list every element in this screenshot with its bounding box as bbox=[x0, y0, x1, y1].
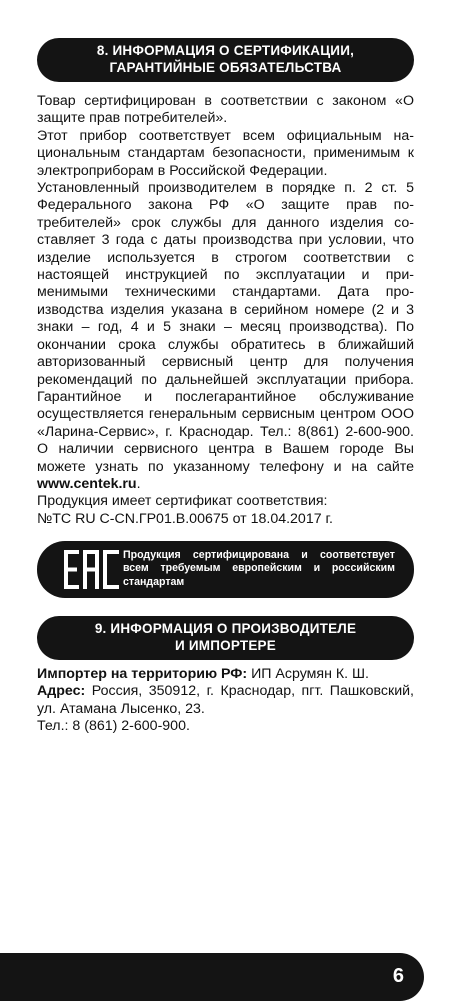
section-9-title-line2: И ИМПОРТЕРЕ bbox=[175, 638, 276, 653]
eac-statement: Продукция сертифицирована и соответствует всем требуемым европейским и российским стандартам bbox=[123, 549, 395, 588]
section-9-title-line1: 9. ИНФОРМАЦИЯ О ПРОИЗВОДИТЕЛЕ bbox=[94, 621, 357, 636]
page-number: 6 bbox=[392, 965, 404, 987]
warranty-text: Установленный производителем в порядке п. 2 ст. 5 Федерального закона РФ «О защите прав потребителей» срок службы для данного изделия составляет 3 года с даты производства при условии, что изделие используется в строгом соответствии с настоящей инструкцией по эксплуатации и применимыми техническими стандартами. Дата производства изделия указана в серийном номере (2 и 3 знаки – год, 4 и 5 знаки – месяц производства). По окончании срока службы обратитесь в ближайший авторизованный сервисный центр для получения рекомендаций по дальнейшей эксплуатации прибора. Гарантийное и послегарантийное обслуживание осуществляется генеральным сервисным центром ООО «Ларина-Сервис», г. Краснодар. Тел.: 8(861) 2-600-900. О наличии сервисного центра в Вашем городе Вы можете узнать по указанному телефону и на сайте bbox=[37, 180, 414, 475]
footer-bar bbox=[0, 953, 424, 1001]
section-8-title-line2: ГАРАНТИЙНЫЕ ОБЯЗАТЕЛЬСТВА bbox=[109, 60, 342, 75]
address-value: Россия, 350912, г. Краснодар, пгт. Пашковский, ул. Атамана Лысенко, 23. bbox=[37, 683, 414, 717]
section-9-header bbox=[37, 616, 414, 660]
eac-banner bbox=[37, 541, 414, 598]
paragraph-law: Товар сертифицирован в соответствии с законом «О защите прав потребителей». bbox=[37, 93, 414, 127]
paragraph-standards: Этот прибор соответствует всем официальным национальным стандартам безопасности, применимым к электроприборам в Российской Федерации. bbox=[37, 127, 414, 179]
section-8-title-line1: 8. ИНФОРМАЦИЯ О СЕРТИФИКАЦИИ, bbox=[96, 43, 355, 58]
importer-label: Импортер на территорию РФ: bbox=[37, 666, 248, 682]
importer-line bbox=[37, 666, 414, 683]
certification-text bbox=[37, 93, 414, 528]
certificate-intro: Продукция имеет сертификат соответствия: bbox=[37, 493, 328, 510]
certificate-number: №ТС RU C-CN.ГР01.В.00675 от 18.04.2017 г. bbox=[37, 510, 333, 527]
section-8-header bbox=[37, 38, 414, 82]
website-link[interactable]: www.centek.ru bbox=[37, 475, 137, 492]
eac-logo-icon bbox=[62, 549, 122, 590]
importer-value: ИП Асрумян К. Ш. bbox=[247, 666, 369, 682]
importer-info bbox=[37, 666, 414, 736]
address-label: Адрес: bbox=[37, 683, 86, 700]
warranty-end: . bbox=[136, 475, 141, 492]
paragraph-warranty bbox=[37, 180, 414, 493]
address-line bbox=[37, 683, 414, 718]
phone-line: Тел.: 8 (861) 2-600-900. bbox=[37, 718, 190, 735]
